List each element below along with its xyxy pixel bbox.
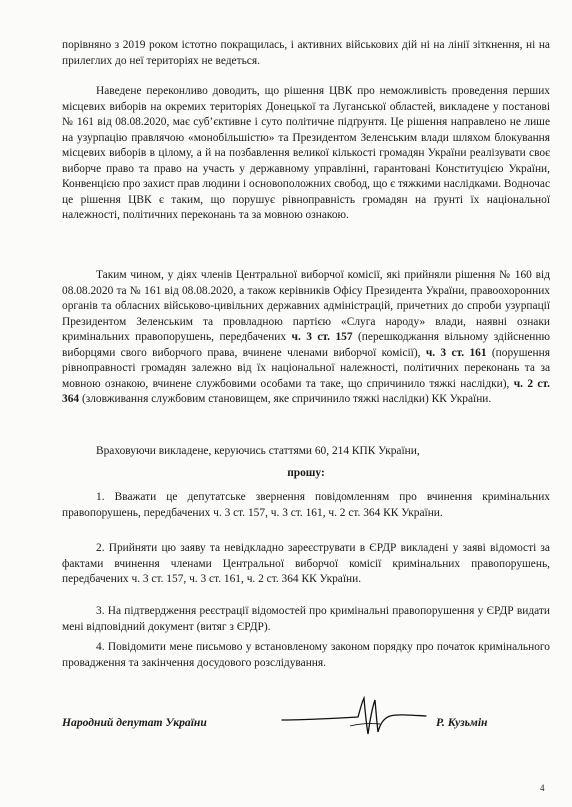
handwritten-signature: [280, 690, 430, 750]
guided-paragraph: Враховуючи викладене, керуючись статтями 60, 214 КПК України,: [96, 445, 420, 457]
intro-paragraph: порівняно з 2019 роком істотно покращилась, і активних військових дій ні на лінії зіткнення, ні на прилеглих до неї територіях не ведеться.: [62, 39, 550, 67]
request-item-2: 2. Прийняти цю заяву та невідкладно зареєструвати в ЄРДР викладені у заяві відомості за фактами вчинення членами Центральної виборчої комісії кримінальних правопорушень, передбачених ч. 3 ст. 157, ч. 3 ст. 161, ч. 2 ст. 364 КК України.: [62, 542, 550, 585]
request-heading: прошу:: [287, 467, 325, 479]
request-item-4: 4. Повідомити мене письмово у встановленому законом порядку про початок кримінального провадження та закінчення досудового розслідування.: [62, 641, 550, 669]
article-ref-364: ч. 2 ст. 364: [62, 377, 550, 405]
conclusion-text-2: (перешкоджання вільному здійсненню виборцями свого виборчого права, вчинене членами виборчої комісії),: [62, 331, 550, 359]
signatory-name: Р. Кузьмін: [436, 716, 488, 729]
main-paragraph: Наведене переконливо доводить, що рішення ЦВК про неможливість проведення перших місцевих виборів на окремих територіях Донецької та Луганської областей, викладене у постанові № 161 від 08.08.2020, має суб’єктивне і суто політичне підґрунтя. Це рішення направлено не лише на узурпацію правлячою «монобільшістю» та Президентом Зеленським влади шляхом блокування місцевих виборів в цілому, а й на позбавлення великої кількості громадян України реалізувати своє виборче право та право на участь у державному управлінні, гарантовані Конституцією України, Конвенцією про захист прав людини і основоположних свобод, що є тяжкими наслідками. Водночас це рішення ЦВК є таким, що порушує рівноправність громадян на ґрунті їх національної належності, політичних переконань та за мовною ознакою.: [62, 85, 550, 221]
article-ref-157: ч. 3 ст. 157: [291, 331, 353, 343]
article-ref-161: ч. 3 ст. 161: [425, 346, 487, 359]
conclusion-text-1: Таким чином, у діях членів Центральної виборчої комісії, які прийняли рішення № 160 від 08.08.2020 та № 161 від 08.08.2020, а також керівників Офісу Президента України, правоохоронних органів та обласних військово-цивільних державних адміністрацій, причетних до спроби узурпації Президентом Зеленським та провладною партією «Слуга народу» влади, наявні ознаки кримінальних правопорушень, передбачених: [62, 269, 550, 343]
signatory-title: Народний депутат України: [62, 716, 207, 729]
request-item-3: 3. На підтвердження реєстрації відомостей про кримінальні правопорушення у ЄРДР видати мені відповідний документ (витяг з ЄРДР).: [62, 605, 550, 633]
request-item-1: 1. Вважати це депутатське звернення повідомленням про вчинення кримінальних правопорушень, передбачених ч. 3 ст. 157, ч. 3 ст. 161, ч. 2 ст. 364 КК України.: [62, 491, 550, 519]
conclusion-text-4: (зловживання службовим становищем, яке спричинило тяжкі наслідки) КК України.: [81, 393, 492, 405]
conclusion-paragraph: [62, 268, 550, 408]
conclusion-text-3: (порушення рівноправності громадян залежно від їх національної належності, політичних переконань та за мовною ознакою, вчинене службовими особами та таке, що спричинило тяжкі наслідки),: [62, 346, 550, 390]
page-number: 4: [540, 783, 545, 793]
